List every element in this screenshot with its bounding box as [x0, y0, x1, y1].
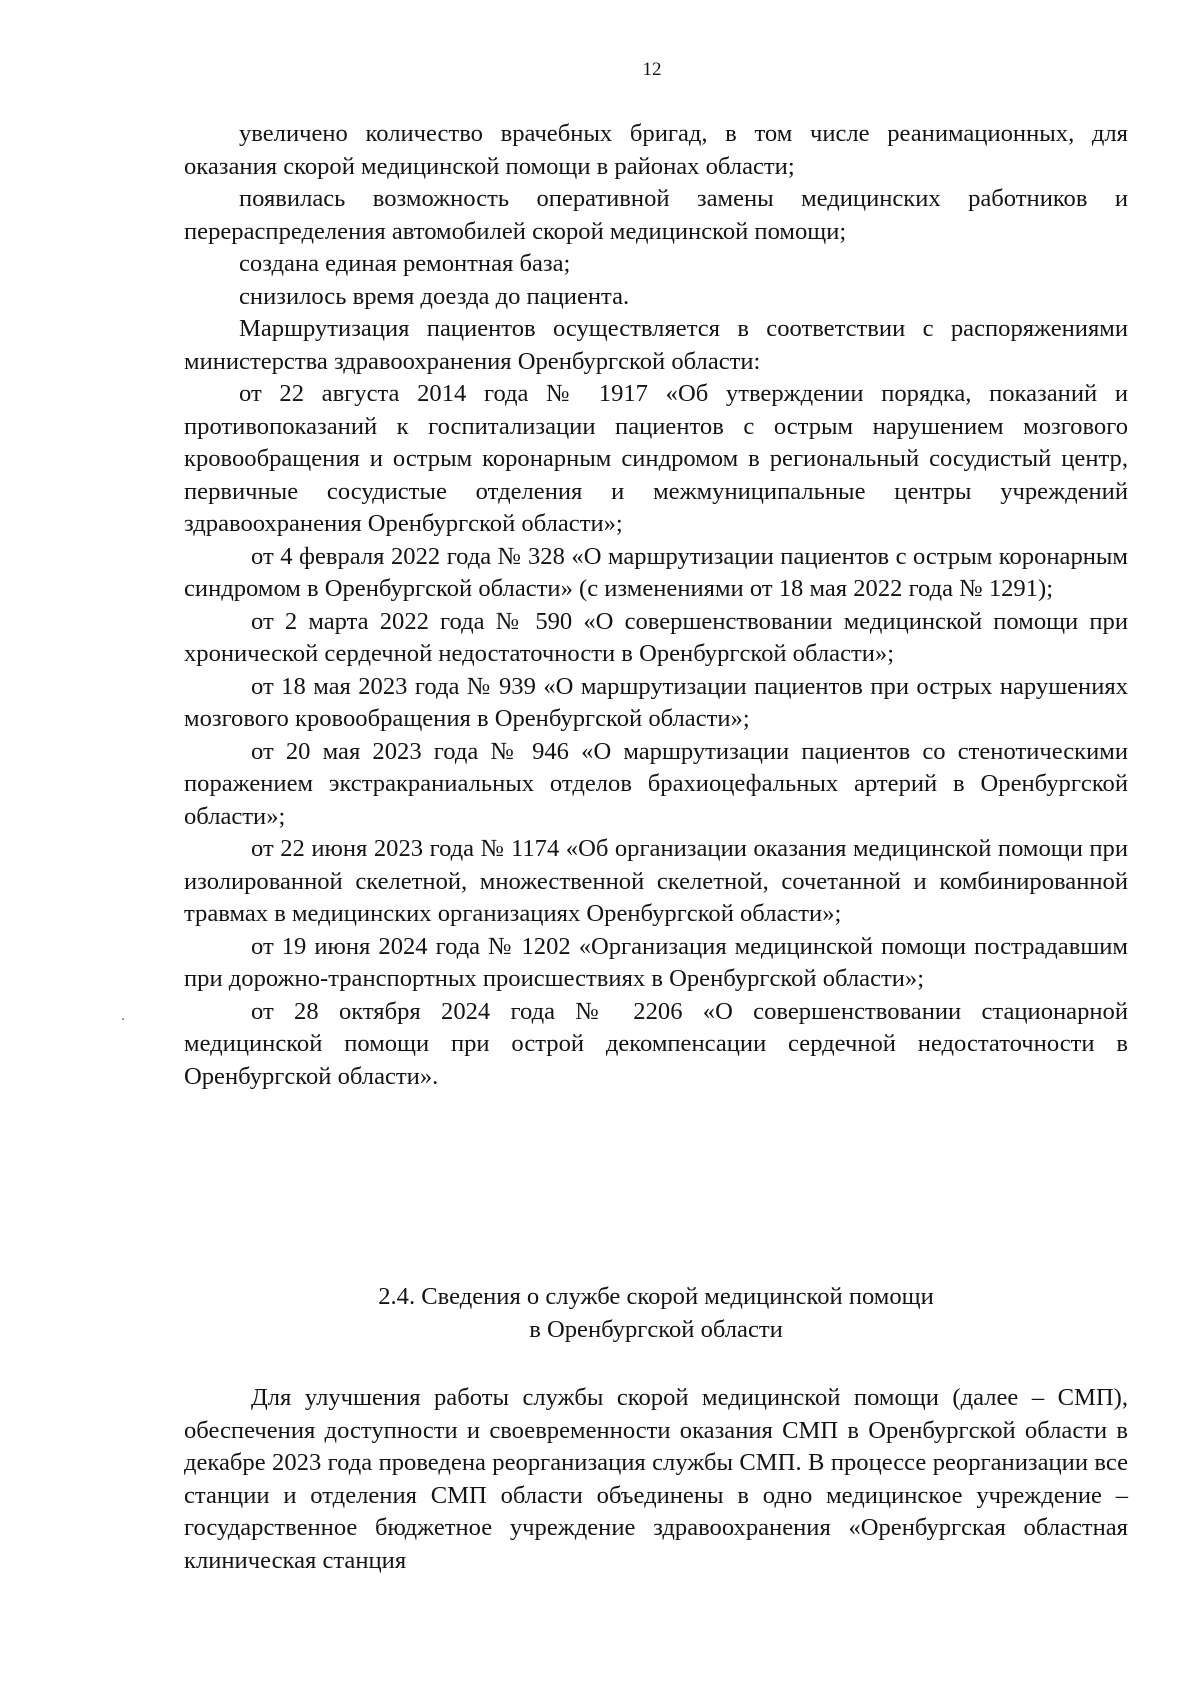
order-item-2023-939: от 18 мая 2023 года № 939 «О маршрутизации пациентов при острых нарушениях мозгового кровообращения в Оренбургской области»; [184, 672, 1128, 732]
order-item-2014-1917: от 22 августа 2014 года № 1917 «Об утверждении порядка, показаний и противопоказаний к госпитализации пациентов с острым нарушением мозгового кровообращения и острым коронарным синдромом в региональный сосудистый центр, первичные сосудистые отделения и межмуниципальные центры учреждений здравоохранения Оренбургской области»; [184, 380, 1128, 537]
page-number: 12 [642, 59, 662, 80]
section-heading-line-1: 2.4. Сведения о службе скорой медицинской помощи [378, 1283, 934, 1310]
paragraph-arrival-time: снизилось время доезда до пациента. [239, 282, 630, 310]
paragraph-brigades: увеличено количество врачебных бригад, в том числе реанимационных, для оказания скорой медицинской помощи в районах области; [184, 120, 1128, 180]
order-item-2024-2206: от 28 октября 2024 года № 2206 «О совершенствовании стационарной медицинской помощи при острой декомпенсации сердечной недостаточности в Оренбургской области». [184, 997, 1128, 1090]
paragraph-smp-reorganization: Для улучшения работы службы скорой медицинской помощи (далее – СМП), обеспечения доступности и своевременности оказания СМП в Оренбургской области в декабре 2023 года проведена реорганизация службы СМП. В процессе реорганизации все станции и отделения СМП области объединены в одно медицинское учреждение – государственное бюджетное учреждение здравоохранения «Оренбургская областная клиническая станция [184, 1384, 1128, 1574]
order-item-2023-1174: от 22 июня 2023 года № 1174 «Об организации оказания медицинской помощи при изолированной скелетной, множественной скелетной, сочетанной и комбинированной травмах в медицинских организациях Оренбургской области»; [184, 835, 1128, 927]
section-body [184, 1382, 1128, 1577]
order-item-2022-590: от 2 марта 2022 года № 590 «О совершенствовании медицинской помощи при хронической сердечной недостаточности в Оренбургской области»; [184, 607, 1128, 667]
order-item-2022-328: от 4 февраля 2022 года № 328 «О маршрутизации пациентов с острым коронарным синдромом в Оренбургской области» (с изменениями от 18 мая 2022 года № 1291); [184, 542, 1128, 602]
section-heading [184, 1281, 1128, 1346]
paragraph-staff-replacement: появилась возможность оперативной замены медицинских работников и перераспределения автомобилей скорой медицинской помощи; [184, 185, 1128, 245]
section-heading-line-2: в Оренбургской области [529, 1315, 783, 1343]
paragraph-repair-base: создана единая ремонтная база; [239, 250, 571, 277]
paragraph-routing-intro: Маршрутизация пациентов осуществляется в соответствии с распоряжениями министерства здравоохранения Оренбургской области: [184, 315, 1128, 375]
scan-speck [122, 1018, 124, 1020]
order-item-2023-946: от 20 мая 2023 года № 946 «О маршрутизации пациентов со стенотическими поражением экстракраниальных отделов брахиоцефальных артерий в Оренбургской области»; [184, 737, 1128, 830]
document-body [184, 118, 1128, 1093]
order-item-2024-1202: от 19 июня 2024 года № 1202 «Организация медицинской помощи пострадавшим при дорожно-транспортных происшествиях в Оренбургской области»; [184, 932, 1128, 992]
